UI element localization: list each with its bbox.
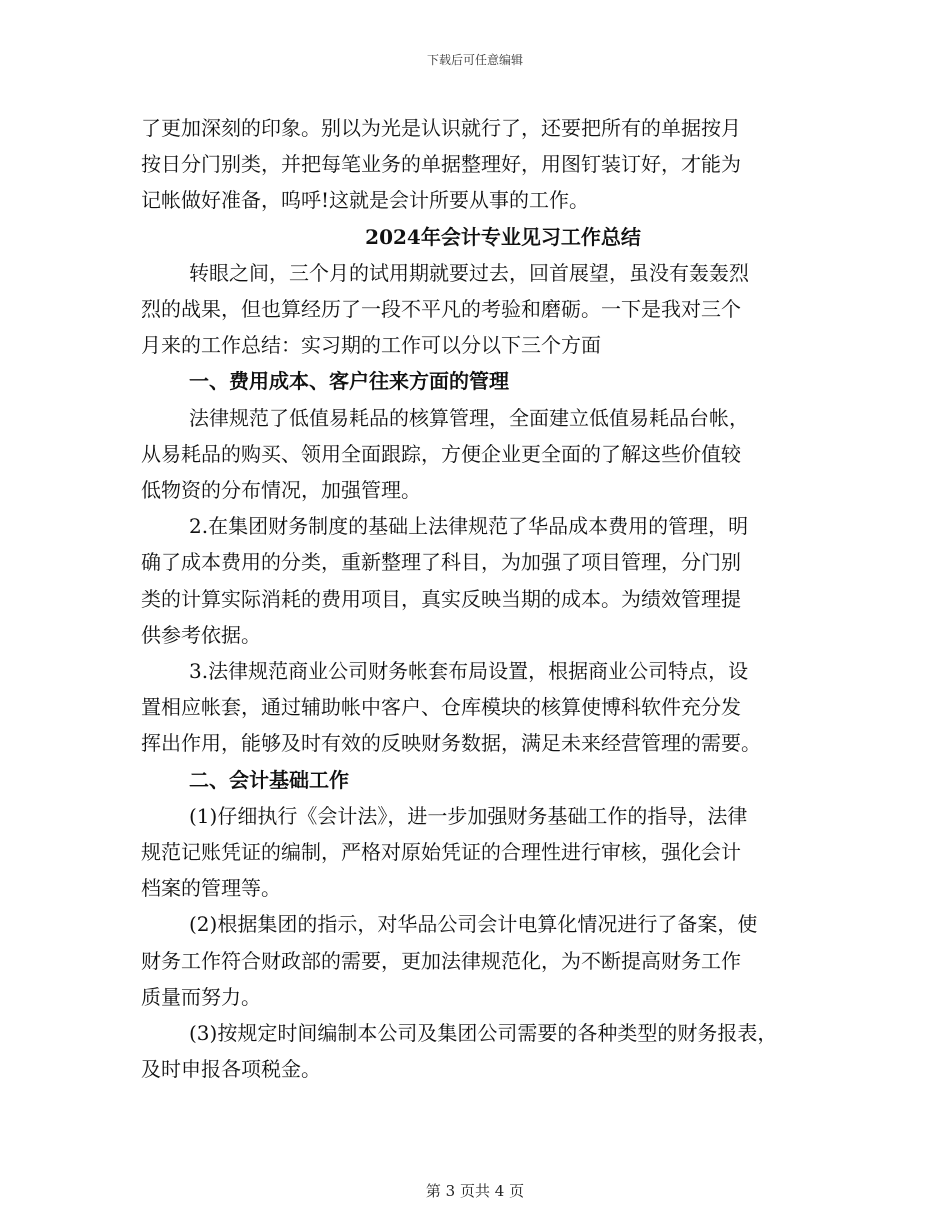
text-line: (3)按规定时间编制本公司及集团公司需要的各种类型的财务报表， bbox=[189, 1021, 778, 1046]
paragraph-item-2 bbox=[141, 508, 821, 653]
text-line: 规范记账凭证的编制，严格对原始凭证的合理性进行审核，强化会计 bbox=[141, 840, 741, 865]
text-line: (1)仔细执行《会计法》，进一步加强财务基础工作的指导，法律 bbox=[189, 803, 748, 828]
text-line: 及时申报各项税金。 bbox=[141, 1057, 321, 1082]
text-line: 记帐做好准备，呜呼!这就是会计所要从事的工作。 bbox=[141, 188, 590, 213]
text-line: 低物资的分布情况，加强管理。 bbox=[141, 478, 421, 503]
paragraph-point-3 bbox=[141, 1015, 821, 1087]
page-header: 下载后可任意编辑 bbox=[426, 53, 523, 67]
text-line: 置相应帐套，通过辅助帐中客户、仓库模块的核算使博科软件充分发 bbox=[141, 695, 741, 720]
document-title bbox=[141, 219, 821, 255]
paragraph-continuation bbox=[141, 110, 821, 219]
text-line: 月来的工作总结：实习期的工作可以分以下三个方面 bbox=[141, 333, 601, 358]
text-line: 供参考依据。 bbox=[141, 622, 261, 647]
text-line: 法律规范了低值易耗品的核算管理，全面建立低值易耗品台帐， bbox=[189, 405, 749, 430]
heading-text: 一、费用成本、客户往来方面的管理 bbox=[189, 369, 509, 394]
heading-text: 二、会计基础工作 bbox=[189, 767, 349, 792]
text-line: 从易耗品的购买、领用全面跟踪，方便企业更全面的了解这些价值较 bbox=[141, 441, 741, 466]
text-line: 2.在集团财务制度的基础上法律规范了华品成本费用的管理，明 bbox=[189, 514, 749, 539]
text-line: 财务工作符合财政部的需要，更加法律规范化，为不断提高财务工作 bbox=[141, 948, 741, 973]
paragraph-low-value-items bbox=[141, 400, 821, 509]
text-line: 质量而努力。 bbox=[141, 984, 261, 1009]
section-heading-1 bbox=[141, 363, 821, 399]
text-line: 转眼之间，三个月的试用期就要过去，回首展望，虽没有轰轰烈 bbox=[189, 260, 749, 285]
paragraph-item-3 bbox=[141, 653, 821, 762]
text-line: (2)根据集团的指示，对华品公司会计电算化情况进行了备案，使 bbox=[189, 912, 758, 937]
text-line: 档案的管理等。 bbox=[141, 876, 281, 901]
text-line: 3.法律规范商业公司财务帐套布局设置，根据商业公司特点，设 bbox=[189, 659, 749, 684]
text-line: 烈的战果，但也算经历了一段不平凡的考验和磨砺。一下是我对三个 bbox=[141, 297, 741, 322]
text-line: 确了成本费用的分类，重新整理了科目，为加强了项目管理，分门别 bbox=[141, 550, 741, 575]
text-line: 按日分门别类，并把每笔业务的单据整理好，用图钉装订好，才能为 bbox=[141, 152, 741, 177]
page-footer: 第 3 页共 4 页 bbox=[425, 1182, 525, 1200]
text-line: 挥出作用，能够及时有效的反映财务数据，满足未来经营管理的需要。 bbox=[141, 731, 761, 756]
paragraph-intro bbox=[141, 255, 821, 364]
section-heading-2 bbox=[141, 762, 821, 798]
document-body bbox=[141, 110, 821, 1087]
text-line: 了更加深刻的印象。别以为光是认识就行了，还要把所有的单据按月 bbox=[141, 116, 741, 140]
paragraph-point-2 bbox=[141, 906, 821, 1015]
text-line: 类的计算实际消耗的费用项目，真实反映当期的成本。为绩效管理提 bbox=[141, 586, 741, 611]
paragraph-point-1 bbox=[141, 798, 821, 907]
title-text: 2024年会计专业见习工作总结 bbox=[365, 224, 641, 249]
